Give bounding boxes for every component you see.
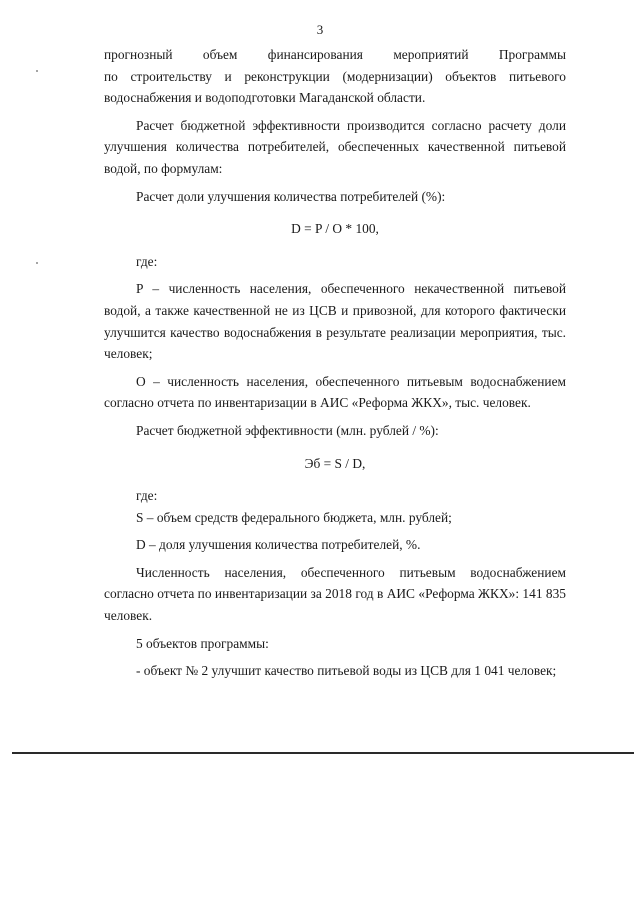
margin-mark xyxy=(36,262,38,264)
definition-s: S – объем средств федерального бюджета, млн. рублей; xyxy=(136,509,452,525)
margin-mark xyxy=(36,70,38,72)
paragraph-objects-count: 5 объектов программы: xyxy=(136,635,269,651)
formula-share: D = P / O * 100, xyxy=(291,221,379,237)
list-item-object-2: - объект № 2 улучшит качество питьевой воды из ЦСВ для 1 041 человек; xyxy=(136,663,557,679)
paragraph-budget-efficiency: Расчет бюджетной эффективности производится согласно расчету доли улучшения количества потребителей, обеспеченных качественной питьевой водой, по формулам: xyxy=(104,117,566,176)
document-body xyxy=(104,44,566,682)
paragraph-financing-line1: прогнозный объем финансирования мероприятий Программы xyxy=(104,47,566,62)
where-label: где: xyxy=(136,253,158,269)
formula-efficiency: Эб = S / D, xyxy=(304,455,366,471)
page-number: 3 xyxy=(316,22,324,37)
definition-p: P – численность населения, обеспеченного некачественной питьевой водой, а также качественной не из ЦСВ и привозной, для которого фактически улучшится качество водоснабжения в результате реализации мероприятия, тыс. человек; xyxy=(104,281,566,362)
paragraph-share-calculation: Расчет доли улучшения количества потребителей (%): xyxy=(136,188,446,204)
paragraph-financing: по строительству и реконструкции (модернизации) объектов питьевого водоснабжения и водоподготовки Магаданской области. xyxy=(104,68,566,106)
definition-o: O – численность населения, обеспеченного питьевым водоснабжением согласно отчета по инвентаризации в АИС «Реформа ЖКХ», тыс. человек. xyxy=(104,373,566,411)
definition-d: D – доля улучшения количества потребителей, %. xyxy=(136,537,421,553)
paragraph-efficiency-calculation: Расчет бюджетной эффективности (млн. рублей / %): xyxy=(136,422,439,438)
bottom-rule xyxy=(12,752,634,754)
where-label: где: xyxy=(136,488,158,504)
paragraph-population: Численность населения, обеспеченного питьевым водоснабжением согласно отчета по инвентаризации за 2018 год в АИС «Реформа ЖКХ»: 141 835 человек. xyxy=(104,564,566,624)
